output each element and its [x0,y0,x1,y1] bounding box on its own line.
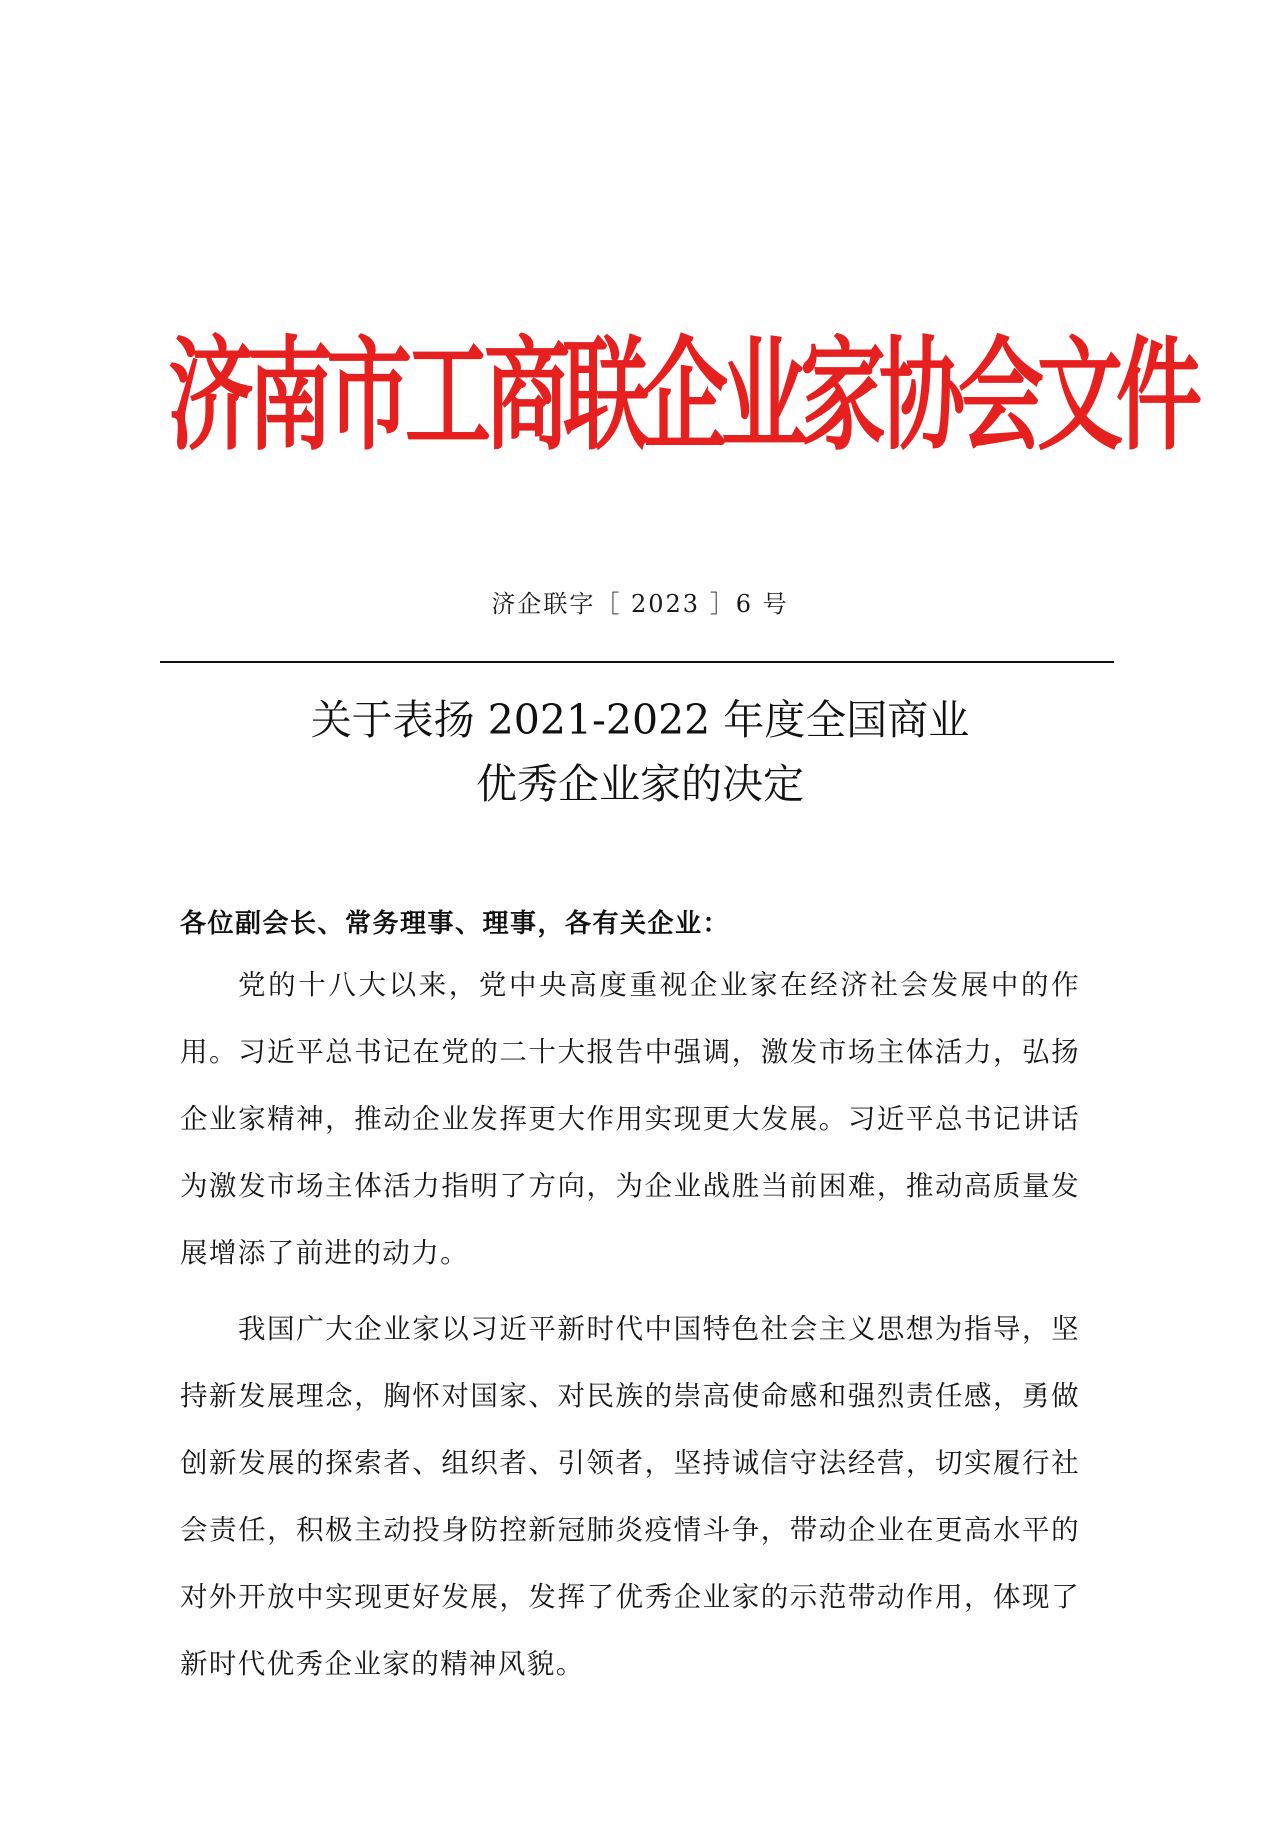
masthead-title: 济南市工商联企业家协会文件 [168,324,1195,468]
document-title-line-1: 关于表扬 2021-2022 年度全国商业 [310,696,970,744]
document-number: 济企联字［ 2023 ］6 号 [491,590,789,618]
body-paragraph-1: 党的十八大以来，党中央高度重视企业家在经济社会发展中的作用。习近平总书记在党的二十大报告中强调，激发市场主体活力，弘扬企业家精神，推动企业发挥更大作用实现更大发展。习近平总书记讲话为激发市场主体活力指明了方向，为企业战胜当前困难，推动高质量发展增添了前进的动力。 [180,969,1080,1269]
body-paragraph-2: 我国广大企业家以习近平新时代中国特色社会主义思想为指导，坚持新发展理念，胸怀对国家、对民族的崇高使命感和强烈责任感，勇做创新发展的探索者、组织者、引领者，坚持诚信守法经营，切实履行社会责任，积极主动投身防控新冠肺炎疫情斗争，带动企业在更高水平的对外开放中实现更好发展，发挥了优秀企业家的示范带动作用，体现了新时代优秀企业家的精神风貌。 [180,1313,1080,1680]
salutation: 各位副会长、常务理事、理事，各有关企业： [180,909,731,939]
document-title-line-2: 优秀企业家的决定 [476,760,804,808]
separator-line [160,661,1114,663]
